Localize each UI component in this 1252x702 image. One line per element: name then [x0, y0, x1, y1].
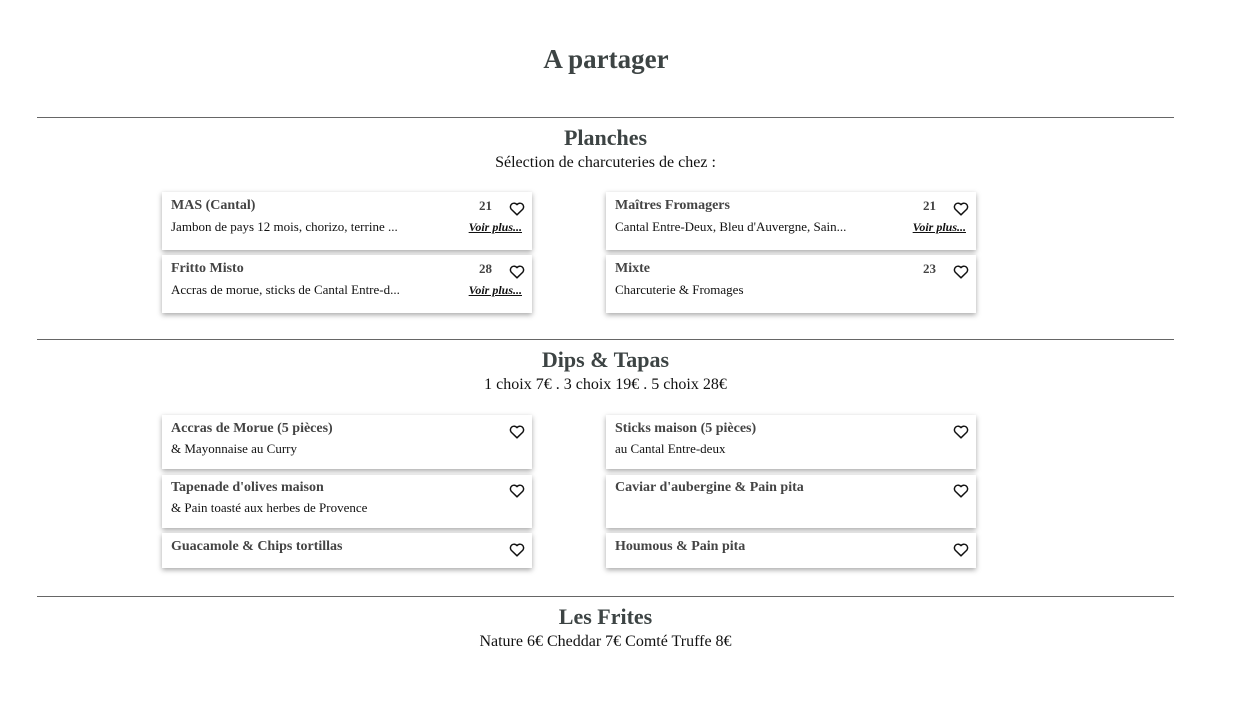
menu-item-card[interactable]	[606, 415, 976, 469]
item-name: Houmous & Pain pita	[615, 539, 746, 554]
item-price: 21	[923, 198, 936, 213]
section-planches	[37, 117, 1174, 172]
item-name: MAS (Cantal)	[171, 198, 256, 213]
item-name: Guacamole & Chips tortillas	[171, 539, 343, 554]
item-description: Charcuterie & Fromages	[615, 282, 744, 297]
menu-item-card[interactable]	[606, 255, 976, 313]
item-name: Maîtres Fromagers	[615, 198, 730, 213]
menu-item-card[interactable]	[162, 533, 532, 568]
page-title: A partager	[543, 44, 669, 74]
item-name: Mixte	[615, 261, 650, 276]
menu-item-card[interactable]	[162, 192, 532, 250]
item-name: Tapenade d'olives maison	[171, 480, 324, 495]
item-description: & Mayonnaise au Curry	[171, 441, 298, 456]
section-dips-tapas	[37, 339, 1174, 394]
item-name: Sticks maison (5 pièces)	[615, 421, 757, 436]
menu-item-card[interactable]	[606, 192, 976, 250]
item-description: Accras de morue, sticks de Cantal Entre-d...	[171, 282, 400, 297]
item-price: 21	[479, 198, 492, 213]
section-title: Dips & Tapas	[541, 347, 670, 372]
heart-outline-icon[interactable]	[953, 424, 969, 439]
heart-outline-icon[interactable]	[509, 264, 525, 279]
heart-outline-icon[interactable]	[953, 483, 969, 498]
item-description: & Pain toasté aux herbes de Provence	[171, 500, 368, 515]
section-title: Les Frites	[558, 604, 653, 629]
see-more-link[interactable]: Voir plus...	[468, 220, 522, 234]
item-name: Caviar d'aubergine & Pain pita	[615, 480, 804, 495]
section-subtitle: Nature 6€ Cheddar 7€ Comté Truffe 8€	[479, 633, 732, 650]
section-les-frites	[37, 596, 1174, 651]
item-description: Cantal Entre-Deux, Bleu d'Auvergne, Sain...	[615, 219, 847, 234]
heart-outline-icon[interactable]	[953, 542, 969, 557]
section-subtitle: Sélection de charcuteries de chez :	[495, 154, 716, 171]
item-price: 23	[923, 261, 936, 276]
item-name: Accras de Morue (5 pièces)	[171, 421, 333, 436]
heart-outline-icon[interactable]	[953, 201, 969, 216]
heart-outline-icon[interactable]	[509, 542, 525, 557]
section-divider	[37, 117, 1174, 118]
section-divider	[37, 339, 1174, 340]
heart-outline-icon[interactable]	[509, 424, 525, 439]
see-more-link[interactable]: Voir plus...	[912, 220, 966, 234]
see-more-link[interactable]: Voir plus...	[468, 283, 522, 297]
section-subtitle: 1 choix 7€ . 3 choix 19€ . 5 choix 28€	[484, 376, 727, 393]
item-description: au Cantal Entre-deux	[615, 441, 726, 456]
section-title: Planches	[563, 125, 648, 150]
item-description: Jambon de pays 12 mois, chorizo, terrine ...	[171, 219, 398, 234]
section-divider	[37, 596, 1174, 597]
heart-outline-icon[interactable]	[953, 264, 969, 279]
menu-item-card[interactable]	[162, 475, 532, 528]
heart-outline-icon[interactable]	[509, 201, 525, 216]
menu-item-card[interactable]	[162, 255, 532, 313]
item-price: 28	[479, 261, 492, 276]
menu-item-card[interactable]	[606, 475, 976, 528]
menu-item-card[interactable]	[162, 415, 532, 469]
item-name: Fritto Misto	[171, 261, 244, 276]
heart-outline-icon[interactable]	[509, 483, 525, 498]
menu-item-card[interactable]	[606, 533, 976, 568]
